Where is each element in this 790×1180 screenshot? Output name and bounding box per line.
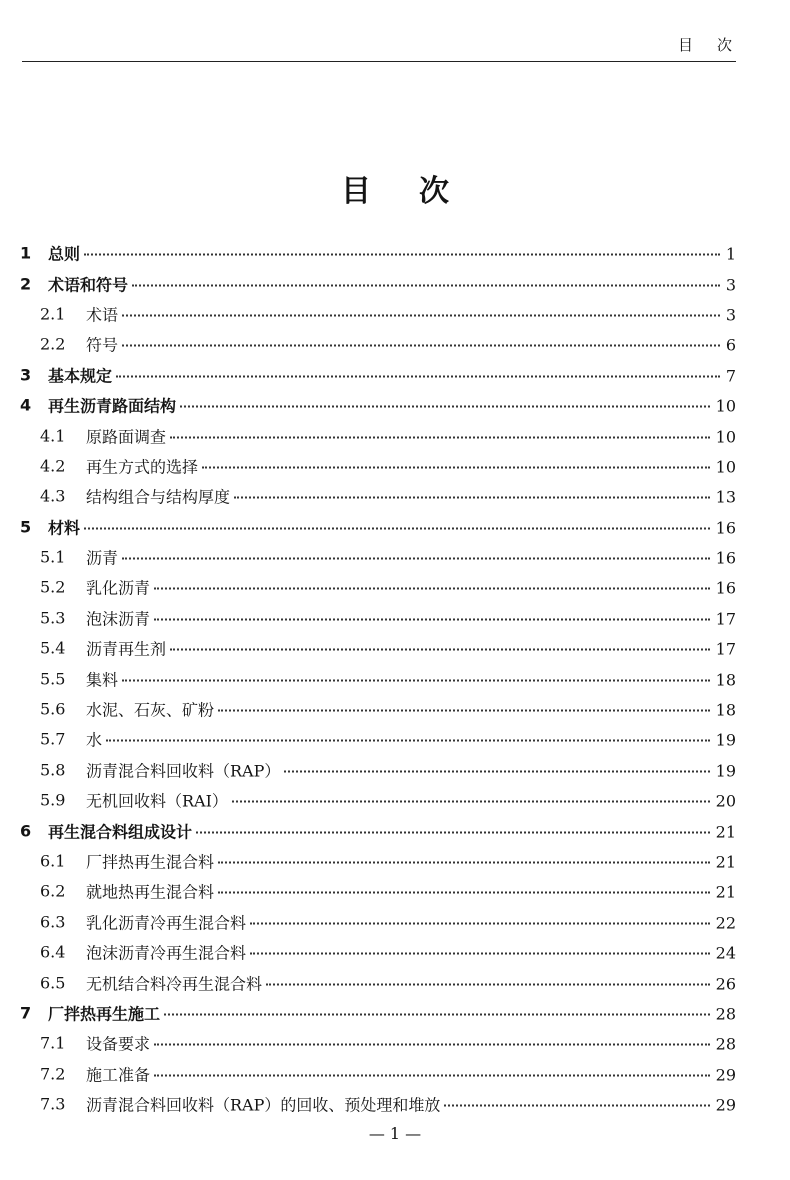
- toc-entry-title: 再生沥青路面结构: [48, 396, 177, 416]
- toc-chapter-row[interactable]: [0, 360, 790, 390]
- toc-entry-title: 总则: [48, 244, 81, 264]
- toc-dot-leader: [154, 1044, 710, 1046]
- toc-entry-number: 7.2: [40, 1064, 66, 1084]
- toc-dot-leader: [218, 892, 710, 894]
- toc-entry-title: 沥青: [86, 548, 119, 568]
- toc-chapter-row[interactable]: [0, 512, 790, 542]
- toc-entry-title: 乳化沥青: [86, 578, 151, 598]
- toc-entry-title: 泡沫沥青冷再生混合料: [86, 943, 247, 963]
- toc-dot-leader: [122, 314, 720, 316]
- toc-entry-number: 5.8: [40, 760, 66, 780]
- toc-dot-leader: [132, 284, 720, 286]
- toc-entry-number: 5.5: [40, 669, 66, 689]
- toc-entry-page: 18: [715, 700, 736, 720]
- toc-entry-page: 7: [725, 366, 736, 386]
- toc-dot-leader: [122, 679, 710, 681]
- toc-entry-page: 22: [715, 913, 736, 933]
- toc-dot-leader: [250, 922, 710, 924]
- toc-entry-page: 29: [715, 1095, 736, 1115]
- toc-entry-number: 4.2: [40, 456, 66, 476]
- toc-entry-page: 18: [715, 670, 736, 690]
- toc-entry-title: 材料: [48, 518, 81, 538]
- toc-entry-page: 17: [715, 609, 736, 629]
- toc-entry-body: [86, 576, 736, 599]
- toc-entry-title: 无机回收料（RAI）: [86, 791, 228, 811]
- toc-entry-body: [48, 515, 736, 538]
- toc-entry-number: 7: [20, 1003, 32, 1023]
- toc-entry-title: 无机结合料冷再生混合料: [86, 974, 263, 994]
- toc-entry-number: 7.3: [40, 1094, 66, 1114]
- toc-entry-title: 结构组合与结构厚度: [86, 487, 231, 507]
- toc-entry-page: 17: [715, 639, 736, 659]
- toc-dot-leader: [266, 983, 710, 985]
- header-rule: [22, 61, 736, 62]
- toc-entry-body: [86, 1093, 736, 1116]
- toc-entry-title: 术语和符号: [48, 275, 129, 295]
- toc-entry-number: 6: [20, 821, 32, 841]
- toc-entry-number: 4.1: [40, 426, 66, 446]
- toc-entry-number: 5.7: [40, 729, 66, 749]
- toc-section-row[interactable]: [0, 633, 790, 663]
- toc-entry-title: 集料: [86, 670, 119, 690]
- toc-entry-page: 3: [725, 305, 736, 325]
- toc-dot-leader: [202, 466, 710, 468]
- toc-dot-leader: [250, 953, 710, 955]
- toc-entry-number: 2.2: [40, 334, 66, 354]
- toc-entry-body: [86, 424, 736, 447]
- toc-entry-body: [86, 667, 736, 690]
- toc-entry-number: 2.1: [40, 304, 66, 324]
- toc-dot-leader: [444, 1105, 709, 1107]
- toc-entry-title: 沥青再生剂: [86, 639, 167, 659]
- toc-dot-leader: [218, 710, 710, 712]
- toc-section-row[interactable]: [0, 663, 790, 693]
- toc-entry-body: [86, 302, 736, 325]
- toc-entry-body: [86, 971, 736, 994]
- toc-entry-page: 1: [725, 244, 736, 264]
- toc-entry-body: [48, 1001, 736, 1024]
- toc-entry-number: 5.6: [40, 699, 66, 719]
- toc-section-row[interactable]: [0, 1028, 790, 1058]
- toc-entry-number: 6.2: [40, 881, 66, 901]
- table-of-contents: [0, 238, 790, 1119]
- toc-entry-body: [48, 394, 736, 417]
- toc-entry-body: [48, 242, 736, 265]
- toc-entry-number: 6.1: [40, 851, 66, 871]
- toc-entry-title: 沥青混合料回收料（RAP）的回收、预处理和堆放: [86, 1095, 441, 1115]
- toc-entry-body: [86, 333, 736, 356]
- toc-dot-leader: [116, 375, 720, 377]
- page-title: 目次: [341, 174, 497, 210]
- toc-entry-body: [86, 789, 736, 812]
- toc-entry-body: [86, 1062, 736, 1085]
- toc-entry-title: 就地热再生混合料: [86, 882, 215, 902]
- toc-entry-title: 设备要求: [86, 1034, 151, 1054]
- toc-entry-body: [48, 819, 736, 842]
- toc-section-row[interactable]: [0, 299, 790, 329]
- toc-section-row[interactable]: [0, 572, 790, 602]
- toc-entry-number: 5.2: [40, 577, 66, 597]
- toc-entry-title: 基本规定: [48, 366, 113, 386]
- toc-entry-page: 10: [715, 396, 736, 416]
- toc-section-row[interactable]: [0, 603, 790, 633]
- toc-dot-leader: [170, 436, 710, 438]
- toc-dot-leader: [154, 618, 710, 620]
- toc-section-row[interactable]: [0, 967, 790, 997]
- toc-chapter-row[interactable]: [0, 390, 790, 420]
- toc-entry-page: 19: [715, 730, 736, 750]
- toc-entry-page: 3: [725, 275, 736, 295]
- toc-entry-page: 26: [715, 974, 736, 994]
- toc-entry-number: 7.1: [40, 1033, 66, 1053]
- toc-entry-number: 4.3: [40, 486, 66, 506]
- running-header: 目次: [677, 36, 756, 54]
- toc-entry-number: 5.3: [40, 608, 66, 628]
- toc-dot-leader: [234, 497, 710, 499]
- toc-entry-title: 沥青混合料回收料（RAP）: [86, 761, 281, 781]
- toc-section-row[interactable]: [0, 451, 790, 481]
- toc-entry-page: 24: [715, 943, 736, 963]
- toc-entry-body: [86, 850, 736, 873]
- toc-entry-page: 13: [715, 487, 736, 507]
- toc-entry-page: 16: [715, 578, 736, 598]
- toc-entry-number: 5.1: [40, 547, 66, 567]
- toc-dot-leader: [122, 345, 720, 347]
- toc-entry-title: 泡沫沥青: [86, 609, 151, 629]
- toc-entry-number: 5: [20, 517, 32, 537]
- toc-entry-number: 5.4: [40, 638, 66, 658]
- toc-entry-page: 20: [715, 791, 736, 811]
- toc-entry-title: 符号: [86, 335, 119, 355]
- toc-entry-body: [86, 1032, 736, 1055]
- toc-entry-page: 10: [715, 457, 736, 477]
- toc-dot-leader: [170, 649, 710, 651]
- toc-entry-body: [86, 454, 736, 477]
- toc-entry-page: 28: [715, 1004, 736, 1024]
- toc-section-row[interactable]: [0, 694, 790, 724]
- toc-entry-title: 乳化沥青冷再生混合料: [86, 913, 247, 933]
- toc-dot-leader: [84, 527, 710, 529]
- toc-entry-number: 3: [20, 365, 32, 385]
- toc-entry-title: 原路面调查: [86, 427, 167, 447]
- toc-chapter-row[interactable]: [0, 238, 790, 268]
- toc-section-row[interactable]: [0, 420, 790, 450]
- toc-entry-number: 4: [20, 395, 32, 415]
- toc-entry-body: [86, 637, 736, 660]
- toc-section-row[interactable]: [0, 785, 790, 815]
- toc-section-row[interactable]: [0, 755, 790, 785]
- toc-section-row[interactable]: [0, 1059, 790, 1089]
- toc-entry-page: 28: [715, 1034, 736, 1054]
- toc-entry-title: 水: [86, 730, 103, 750]
- toc-entry-page: 21: [715, 882, 736, 902]
- toc-entry-title: 水泥、石灰、矿粉: [86, 700, 215, 720]
- toc-section-row[interactable]: [0, 329, 790, 359]
- toc-entry-number: 2: [20, 274, 32, 294]
- toc-entry-number: 5.9: [40, 790, 66, 810]
- page-number: — 1 —: [368, 1124, 422, 1143]
- toc-section-row[interactable]: [0, 542, 790, 572]
- toc-entry-page: 6: [725, 335, 736, 355]
- toc-section-row[interactable]: [0, 846, 790, 876]
- toc-entry-page: 21: [715, 852, 736, 872]
- toc-section-row[interactable]: [0, 907, 790, 937]
- toc-entry-body: [86, 758, 736, 781]
- toc-entry-number: 1: [20, 243, 32, 263]
- toc-entry-body: [86, 606, 736, 629]
- toc-dot-leader: [106, 740, 710, 742]
- toc-dot-leader: [218, 862, 710, 864]
- toc-section-row[interactable]: [0, 481, 790, 511]
- toc-chapter-row[interactable]: [0, 815, 790, 845]
- toc-entry-title: 再生混合料组成设计: [48, 822, 193, 842]
- toc-entry-title: 施工准备: [86, 1065, 151, 1085]
- toc-section-row[interactable]: [0, 937, 790, 967]
- toc-entry-body: [48, 272, 736, 295]
- toc-entry-page: 29: [715, 1065, 736, 1085]
- toc-dot-leader: [196, 831, 710, 833]
- toc-entry-title: 再生方式的选择: [86, 457, 199, 477]
- toc-dot-leader: [180, 406, 710, 408]
- toc-entry-body: [86, 485, 736, 508]
- toc-entry-title: 厂拌热再生施工: [48, 1004, 161, 1024]
- toc-entry-title: 术语: [86, 305, 119, 325]
- toc-section-row[interactable]: [0, 1089, 790, 1119]
- toc-entry-title: 厂拌热再生混合料: [86, 852, 215, 872]
- toc-entry-page: 16: [715, 548, 736, 568]
- toc-entry-page: 19: [715, 761, 736, 781]
- toc-dot-leader: [84, 254, 720, 256]
- toc-entry-body: [86, 880, 736, 903]
- toc-dot-leader: [122, 558, 710, 560]
- toc-entry-body: [86, 546, 736, 569]
- toc-entry-body: [86, 698, 736, 721]
- toc-entry-page: 16: [715, 518, 736, 538]
- toc-entry-page: 10: [715, 427, 736, 447]
- toc-section-row[interactable]: [0, 724, 790, 754]
- toc-entry-body: [48, 363, 736, 386]
- toc-dot-leader: [164, 1013, 710, 1015]
- toc-entry-body: [86, 728, 736, 751]
- toc-dot-leader: [284, 770, 709, 772]
- toc-dot-leader: [154, 1074, 710, 1076]
- toc-entry-number: 6.3: [40, 912, 66, 932]
- toc-chapter-row[interactable]: [0, 268, 790, 298]
- toc-entry-number: 6.4: [40, 942, 66, 962]
- toc-entry-page: 21: [715, 822, 736, 842]
- toc-entry-body: [86, 910, 736, 933]
- toc-entry-number: 6.5: [40, 973, 66, 993]
- toc-dot-leader: [154, 588, 710, 590]
- toc-section-row[interactable]: [0, 876, 790, 906]
- toc-entry-body: [86, 941, 736, 964]
- toc-dot-leader: [232, 801, 710, 803]
- toc-chapter-row[interactable]: [0, 998, 790, 1028]
